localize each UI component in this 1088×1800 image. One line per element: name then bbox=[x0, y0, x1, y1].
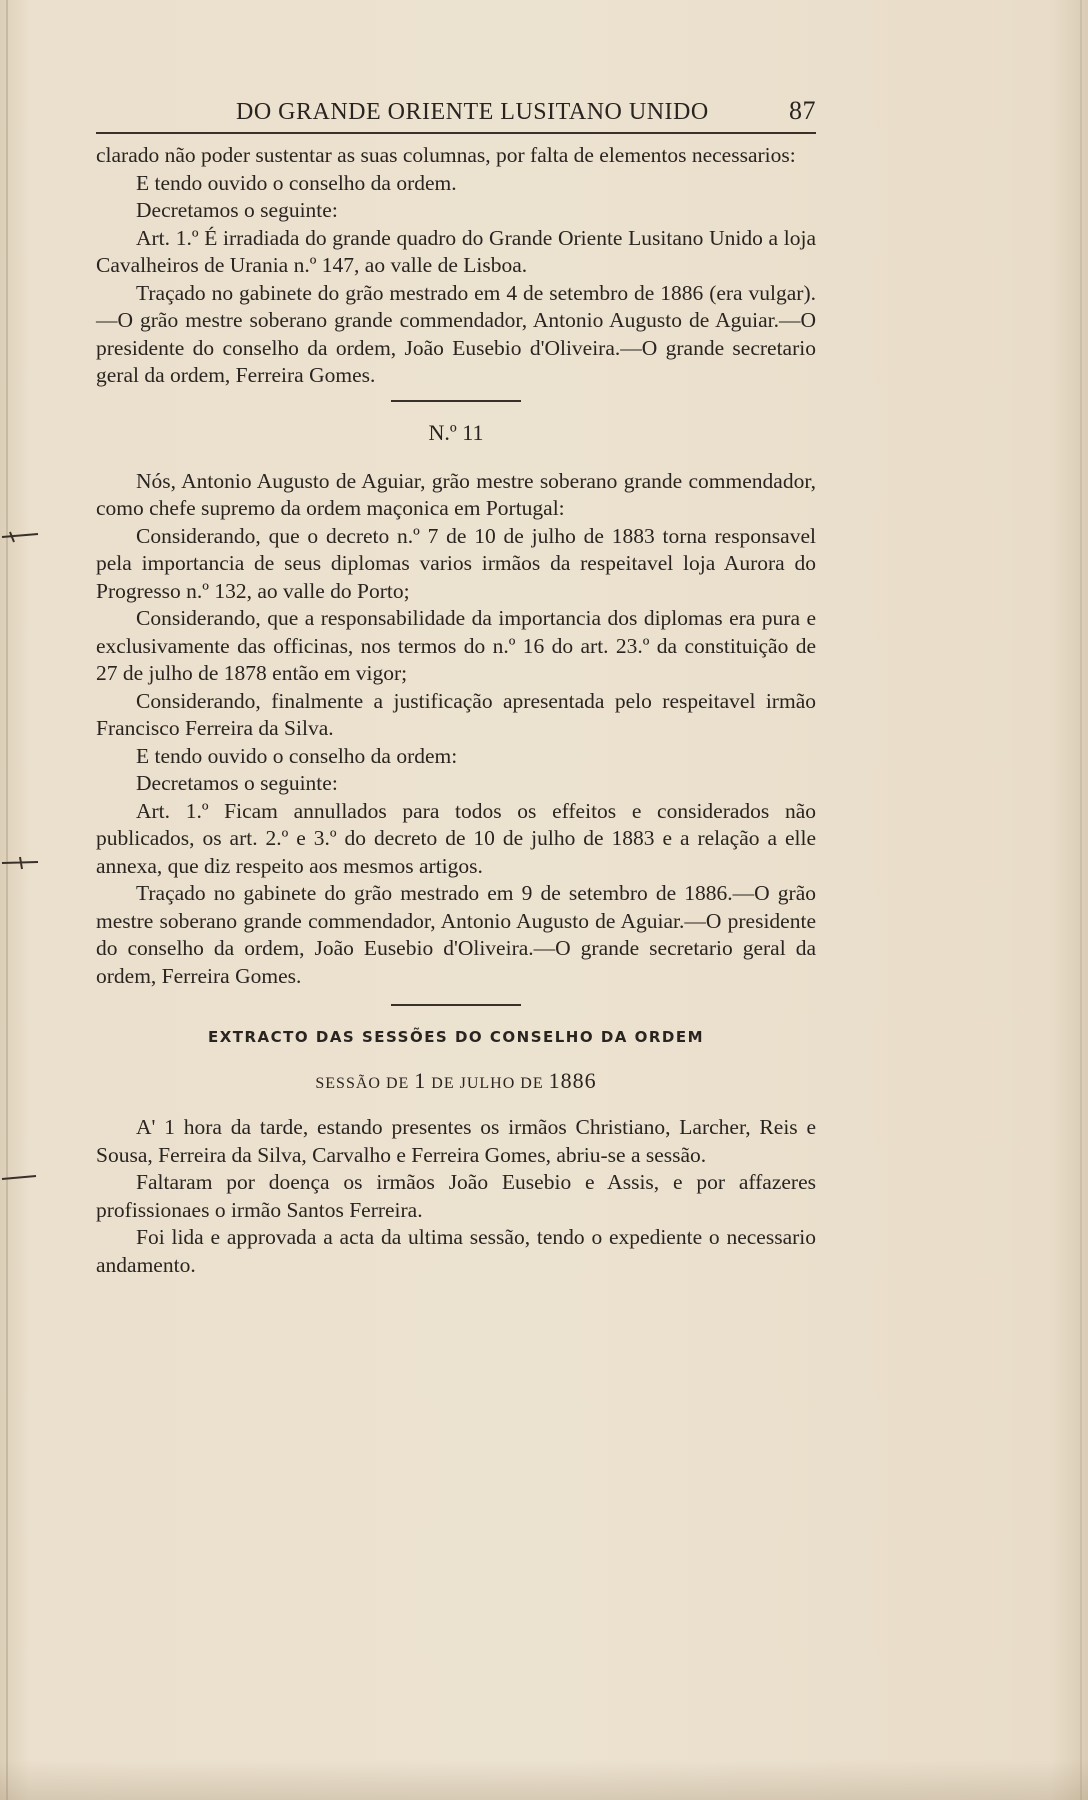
session-minutes bbox=[96, 1114, 816, 1279]
paragraph: Art. 1.º É irradiada do grande quadro do Grande Oriente Lusitano Unido a loja Cavalheiros de Urania n.º 147, ao valle de Lisboa. bbox=[96, 225, 816, 277]
paragraph: Decretamos o seguinte: bbox=[136, 771, 338, 795]
previous-decree bbox=[96, 142, 816, 390]
page-text bbox=[96, 96, 816, 1279]
session-label: SESSÃO DE bbox=[315, 1075, 410, 1092]
paragraph: Traçado no gabinete do grão mestrado em 4 de setembro de 1886 (era vulgar).—O grão mestre soberano grande commendador, Antonio Augusto de Aguiar.—O presidente do conselho da ordem, João Eusebio d'Oliveira.—O grande secretario geral da ordem, Ferreira Gomes. bbox=[96, 280, 816, 387]
margin-mark bbox=[0, 856, 40, 870]
margin-mark bbox=[0, 1172, 40, 1186]
page-right-edge bbox=[1080, 0, 1082, 1800]
decree-11 bbox=[96, 468, 816, 991]
paragraph: clarado não poder sustentar as suas columnas, por falta de elementos necessarios: bbox=[96, 143, 796, 167]
page-bottom-wear bbox=[0, 1760, 1088, 1800]
paragraph: Considerando, finalmente a justificação apresentada pelo respeitavel irmão Francisco Ferreira da Silva. bbox=[96, 688, 816, 740]
paragraph: Considerando, que a responsabilidade da importancia dos diplomas era pura e exclusivamente das officinas, nos termos do n.º 16 do art. 23.º da constituição de 27 de julho de 1878 então em vigor; bbox=[96, 606, 816, 685]
running-header bbox=[96, 96, 816, 134]
page-left-edge bbox=[6, 0, 8, 1800]
running-title: DO GRANDE ORIENTE LUSITANO UNIDO bbox=[236, 99, 709, 125]
paragraph: Traçado no gabinete do grão mestrado em 9 de setembro de 1886.—O grão mestre soberano grande commendador, Antonio Augusto de Aguiar.—O presidente do conselho da ordem, João Eusebio d'Oliveira.—O grande secretario geral da ordem, Ferreira Gomes. bbox=[96, 881, 816, 988]
paragraph: Decretamos o seguinte: bbox=[136, 198, 338, 222]
paragraph: E tendo ouvido o conselho da ordem. bbox=[136, 170, 457, 195]
paragraph: E tendo ouvido o conselho da ordem: bbox=[136, 743, 458, 768]
paragraph: Nós, Antonio Augusto de Aguiar, grão mestre soberano grande commendador, como chefe supremo da ordem maçonica em Portugal: bbox=[96, 468, 816, 520]
section-divider bbox=[391, 1004, 521, 1006]
paragraph: Foi lida e approvada a acta da ultima sessão, tendo o expediente o necessario andamento. bbox=[96, 1225, 816, 1277]
page-number: 87 bbox=[789, 96, 816, 125]
session-title bbox=[96, 1068, 816, 1094]
decree-number: N.º 11 bbox=[428, 419, 484, 445]
paragraph: Faltaram por doença os irmãos João Eusebio e Assis, e por affazeres profissionaes o irmão Santos Ferreira. bbox=[96, 1170, 816, 1222]
section-divider bbox=[391, 400, 521, 402]
extract-title: EXTRACTO DAS SESSÕES DO CONSELHO DA ORDEM bbox=[207, 1028, 705, 1046]
margin-mark bbox=[0, 530, 40, 544]
session-day: 1 bbox=[414, 1068, 427, 1093]
session-year: 1886 bbox=[548, 1068, 597, 1093]
paragraph: Considerando, que o decreto n.º 7 de 10 de julho de 1883 torna responsavel pela importancia de seus diplomas varios irmãos da respeitavel loja Aurora do Progresso n.º 132, ao valle do Porto; bbox=[96, 523, 816, 603]
paragraph: Art. 1.º Ficam annullados para todos os effeitos e considerados não publicados, os art. 2.º e 3.º do decreto de 10 de julho de 1883 e a relação a elle annexa, que diz respeito aos mesmos artigos. bbox=[96, 798, 816, 878]
paragraph: A' 1 hora da tarde, estando presentes os irmãos Christiano, Larcher, Reis e Sousa, Ferreira da Silva, Carvalho e Ferreira Gomes, abriu-se a sessão. bbox=[96, 1115, 816, 1167]
session-mid: DE JULHO DE bbox=[431, 1075, 544, 1092]
